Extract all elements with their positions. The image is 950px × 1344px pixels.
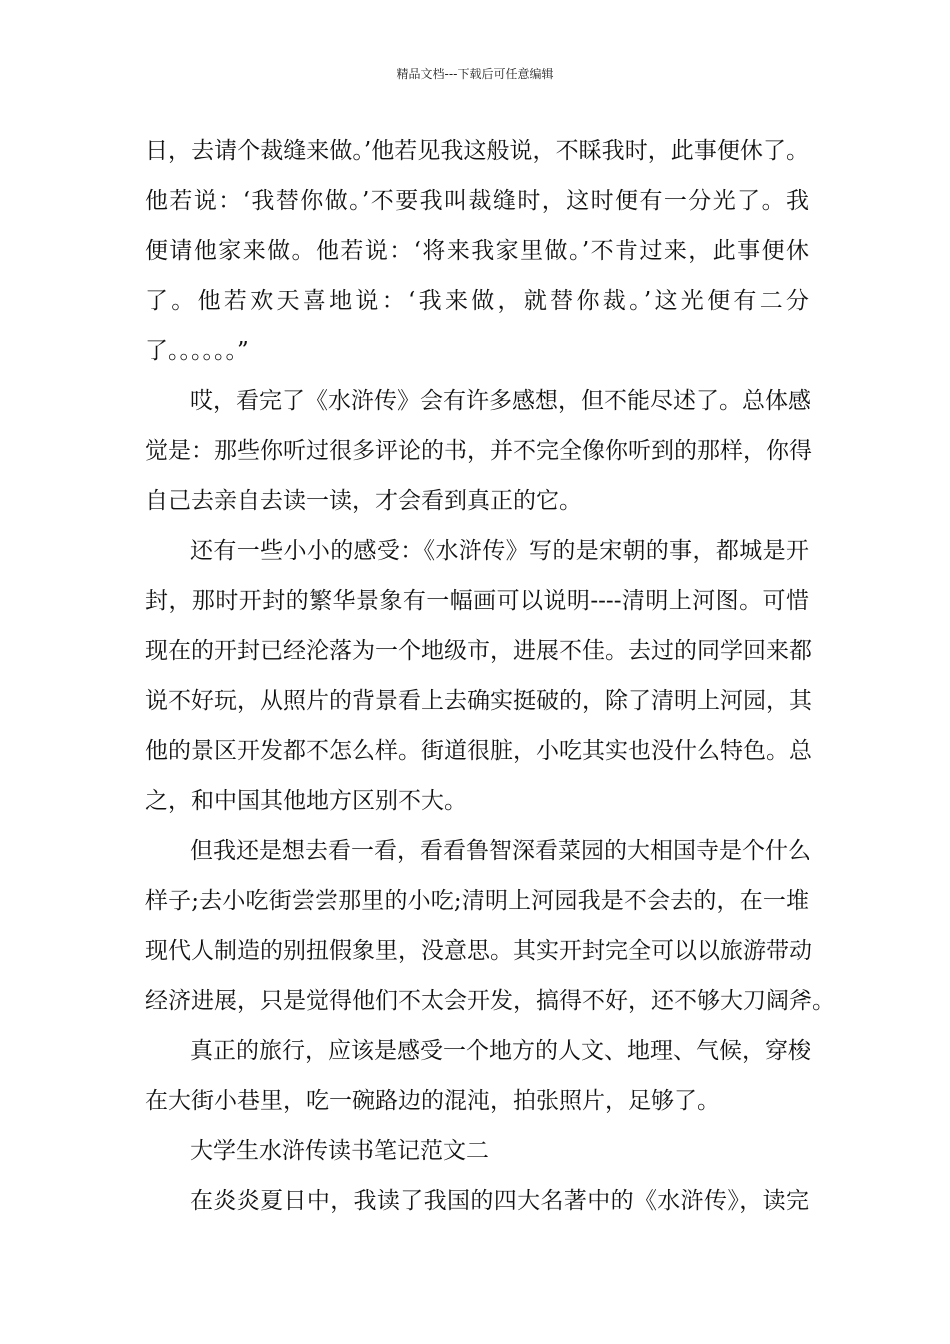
paragraph-first-line: 哎，看完了《水浒传》会有许多感想，但不能尽述了。总体感 bbox=[190, 388, 811, 414]
text-line: 经济进展，只是觉得他们不太会开发，搞得不好，还不够大刀阔斧。 bbox=[145, 988, 835, 1014]
text-line: 了。。。。。。” bbox=[145, 338, 249, 364]
text-line: 日，去请个裁缝来做。’他若见我这般说，不睬我时，此事便休了。 bbox=[145, 138, 809, 164]
text-line: 封，那时开封的繁华景象有一幅画可以说明----清明上河图。可惜 bbox=[145, 588, 809, 614]
text-line: 便请他家来做。他若说：‘将来我家里做。’不肯过来，此事便休 bbox=[145, 238, 809, 264]
page-header: 精品文档---下载后可任意编辑 bbox=[396, 67, 554, 81]
text-line: 在大街小巷里，吃一碗路边的混沌，拍张照片，足够了。 bbox=[145, 1088, 720, 1114]
text-line: 他若说：‘我替你做。’不要我叫裁缝时，这时便有一分光了。我 bbox=[145, 188, 809, 214]
text-line: 自己去亲自去读一读，才会看到真正的它。 bbox=[145, 488, 582, 514]
text-line: 之，和中国其他地方区别不大。 bbox=[145, 788, 467, 814]
text-line: 觉是：那些你听过很多评论的书，并不完全像你听到的那样，你得 bbox=[145, 438, 812, 464]
section-heading: 大学生水浒传读书笔记范文二 bbox=[190, 1138, 489, 1164]
text-line: 他的景区开发都不怎么样。街道很脏，小吃其实也没什么特色。总 bbox=[145, 738, 812, 764]
paragraph-first-line: 真正的旅行，应该是感受一个地方的人文、地理、气候，穿梭 bbox=[190, 1038, 811, 1064]
paragraph-first-line: 但我还是想去看一看，看看鲁智深看菜园的大相国寺是个什么 bbox=[190, 838, 811, 864]
paragraph-first-line: 在炎炎夏日中，我读了我国的四大名著中的《水浒传》，读完 bbox=[190, 1188, 809, 1214]
text-line: 说不好玩，从照片的背景看上去确实挺破的，除了清明上河园，其 bbox=[145, 688, 812, 714]
paragraph-first-line: 还有一些小小的感受：《水浒传》写的是宋朝的事，都城是开 bbox=[190, 538, 809, 564]
text-line: 现代人制造的别扭假象里，没意思。其实开封完全可以以旅游带动 bbox=[145, 938, 812, 964]
text-line: 样子;去小吃街尝尝那里的小吃;清明上河园我是不会去的，在一堆 bbox=[145, 888, 809, 914]
text-line: 现在的开封已经沦落为一个地级市，进展不佳。去过的同学回来都 bbox=[145, 638, 812, 664]
text-line: 了。他若欢天喜地说：‘我来做，就替你裁。’这光便有二分 bbox=[145, 288, 809, 314]
document-body bbox=[145, 126, 835, 1226]
